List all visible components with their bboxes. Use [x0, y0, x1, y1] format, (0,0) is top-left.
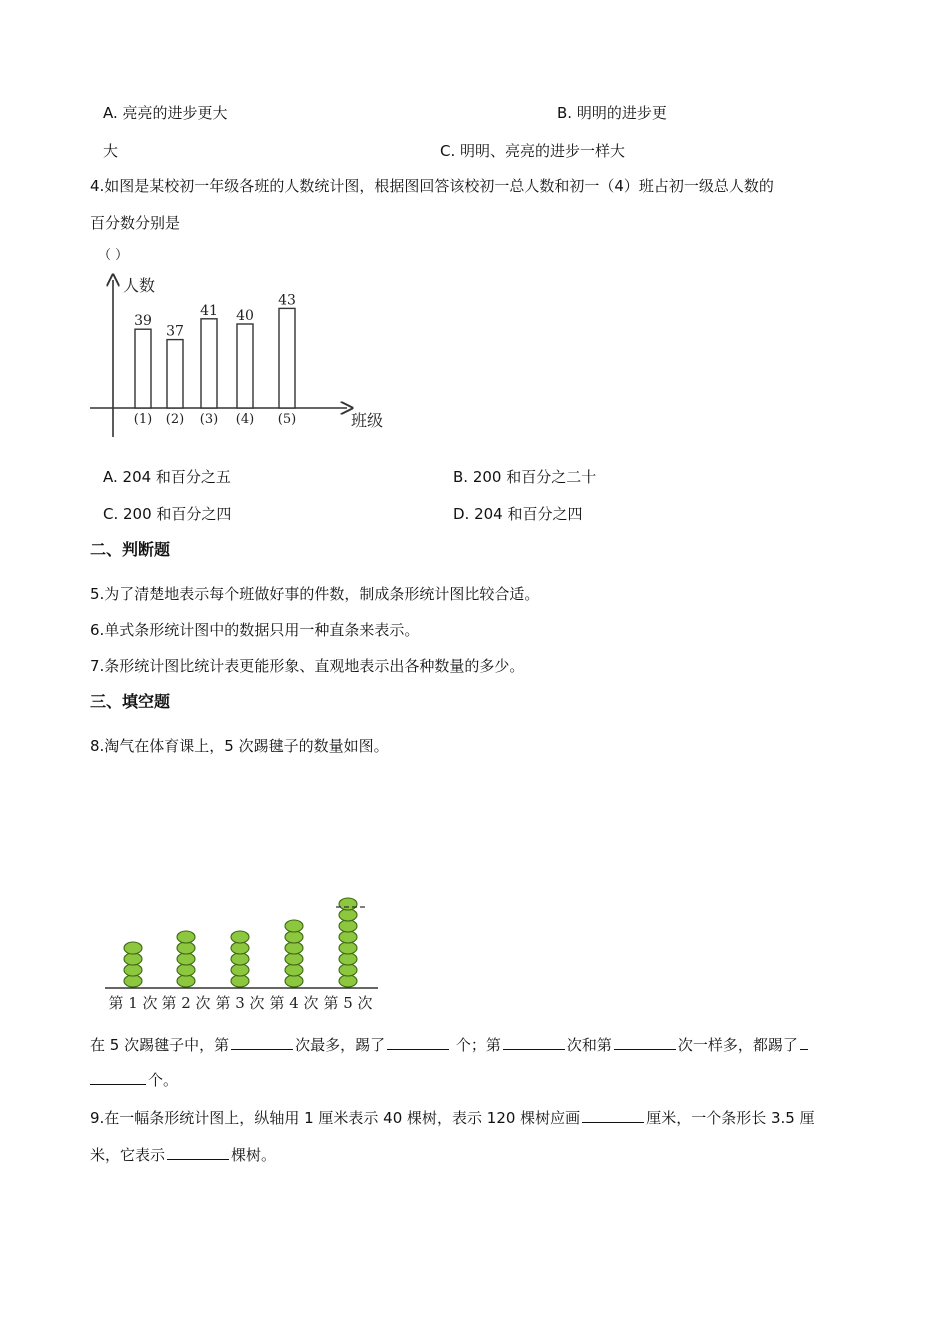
q8-text-2: 次最多，踢了	[295, 1036, 386, 1054]
shuttlecock-mark	[339, 953, 357, 965]
q6: 6.单式条形统计图中的数据只用一种直条来表示。	[90, 621, 420, 639]
q4-option-c: C. 200 和百分之四	[103, 505, 232, 523]
section-title-judgement: 二、判断题	[90, 540, 171, 559]
class-population-bar-chart	[85, 272, 395, 442]
q8: 8.淘气在体育课上，5 次踢毽子的数量如图。	[90, 737, 389, 755]
attempt-label: 第 1 次	[108, 994, 158, 1012]
q9-blank-trees[interactable]	[167, 1145, 229, 1160]
q8-fill-line1	[90, 1035, 810, 1055]
bar-class-5	[279, 308, 295, 408]
shuttlecock-mark	[231, 975, 249, 987]
shuttlecock-mark	[285, 964, 303, 976]
q9-blank-cm[interactable]	[582, 1108, 644, 1123]
q8-blank-most-times[interactable]	[231, 1035, 293, 1050]
shuttlecock-mark	[124, 953, 142, 965]
shuttlecock-mark	[339, 931, 357, 943]
shuttlecock-mark	[177, 975, 195, 987]
q4-option-a: A. 204 和百分之五	[103, 468, 231, 486]
q8-blank-same-count[interactable]	[90, 1070, 146, 1085]
q4-answer-paren: （ ）	[98, 248, 129, 263]
shuttlecock-mark	[231, 964, 249, 976]
shuttlecock-mark	[124, 975, 142, 987]
shuttlecock-pictograph	[100, 860, 385, 1016]
shuttlecock-mark	[177, 953, 195, 965]
shuttlecock-mark	[285, 975, 303, 987]
q9-text-2: 厘米，一个条形长 3.5 厘	[646, 1109, 815, 1127]
shuttlecock-mark	[124, 964, 142, 976]
bar-value-label: 40	[236, 308, 254, 324]
q3-option-b: B. 明明的进步更	[557, 104, 667, 122]
q9-line2	[90, 1145, 276, 1165]
attempt-label: 第 2 次	[161, 994, 211, 1012]
shuttlecock-mark	[339, 975, 357, 987]
shuttlecock-mark	[285, 931, 303, 943]
bar-value-label: 37	[166, 323, 184, 340]
q8-text-4: 次和第	[566, 1036, 612, 1054]
shuttlecock-mark	[285, 942, 303, 954]
bar-value-label: 43	[278, 292, 296, 309]
q8-blank-same-a[interactable]	[503, 1035, 565, 1050]
shuttlecock-mark	[339, 898, 357, 910]
bar-value-label: 41	[200, 302, 218, 319]
shuttlecock-mark	[124, 942, 142, 954]
q9-text-3: 米，它表示	[90, 1146, 166, 1164]
shuttlecock-mark	[285, 920, 303, 932]
attempt-label: 第 3 次	[215, 994, 265, 1012]
shuttlecock-mark	[231, 942, 249, 954]
shuttlecock-mark	[339, 964, 357, 976]
shuttlecock-mark	[177, 931, 195, 943]
shuttlecock-mark	[285, 953, 303, 965]
bar-value-label: 39	[134, 313, 152, 330]
q4-option-d: D. 204 和百分之四	[453, 505, 583, 523]
bar-class-4	[237, 324, 253, 408]
q3-option-c: C. 明明、亮亮的进步一样大	[440, 142, 626, 160]
q5: 5.为了清楚地表示每个班做好事的件数，制成条形统计图比较合适。	[90, 585, 540, 603]
q4-stem-line1: 4.如图是某校初一年级各班的人数统计图，根据图回答该校初一总人数和初一（4）班占初一级总人数的	[90, 177, 774, 195]
shuttlecock-mark	[231, 931, 249, 943]
x-axis-label: 班级	[351, 411, 384, 430]
x-tick-label: (5)	[277, 412, 297, 427]
q9-line1	[90, 1108, 815, 1128]
bar-class-3	[201, 319, 217, 408]
shuttlecock-mark	[339, 920, 357, 932]
x-tick-label: (1)	[133, 412, 153, 427]
q8-blank-same-b[interactable]	[614, 1035, 676, 1050]
shuttlecock-mark	[339, 909, 357, 921]
shuttlecock-mark	[339, 942, 357, 954]
q3-option-a: A. 亮亮的进步更大	[103, 104, 228, 122]
x-tick-label: (2)	[165, 412, 185, 427]
q4-option-b: B. 200 和百分之二十	[453, 468, 597, 486]
section-title-fill-blank: 三、填空题	[90, 692, 171, 711]
shuttlecock-mark	[231, 953, 249, 965]
q8-text-3: 个；第	[451, 1036, 501, 1054]
attempt-label: 第 4 次	[269, 994, 319, 1012]
y-axis-label: 人数	[123, 276, 156, 295]
x-tick-label: (4)	[235, 412, 255, 427]
q7: 7.条形统计图比统计表更能形象、直观地表示出各种数量的多少。	[90, 657, 525, 675]
q3-option-b-wrap: 大	[103, 142, 119, 160]
q8-blank-most-count[interactable]	[387, 1035, 449, 1050]
q8-blank-same-count-start[interactable]	[800, 1035, 808, 1050]
x-tick-label: (3)	[199, 412, 219, 427]
q8-text-6: 个。	[148, 1071, 179, 1089]
shuttlecock-mark	[177, 942, 195, 954]
q9-text-1: 9.在一幅条形统计图上，纵轴用 1 厘米表示 40 棵树，表示 120 棵树应画	[90, 1109, 581, 1127]
bar-class-2	[167, 340, 183, 408]
bar-class-1	[135, 329, 151, 408]
q8-text-5: 次一样多，都踢了	[677, 1036, 798, 1054]
q8-text-1: 在 5 次踢毽子中，第	[90, 1036, 230, 1054]
shuttlecock-mark	[177, 964, 195, 976]
q9-text-4: 棵树。	[231, 1146, 277, 1164]
q8-fill-line2	[90, 1070, 178, 1090]
q4-stem-line2: 百分数分别是	[90, 214, 181, 232]
attempt-label: 第 5 次	[323, 994, 373, 1012]
